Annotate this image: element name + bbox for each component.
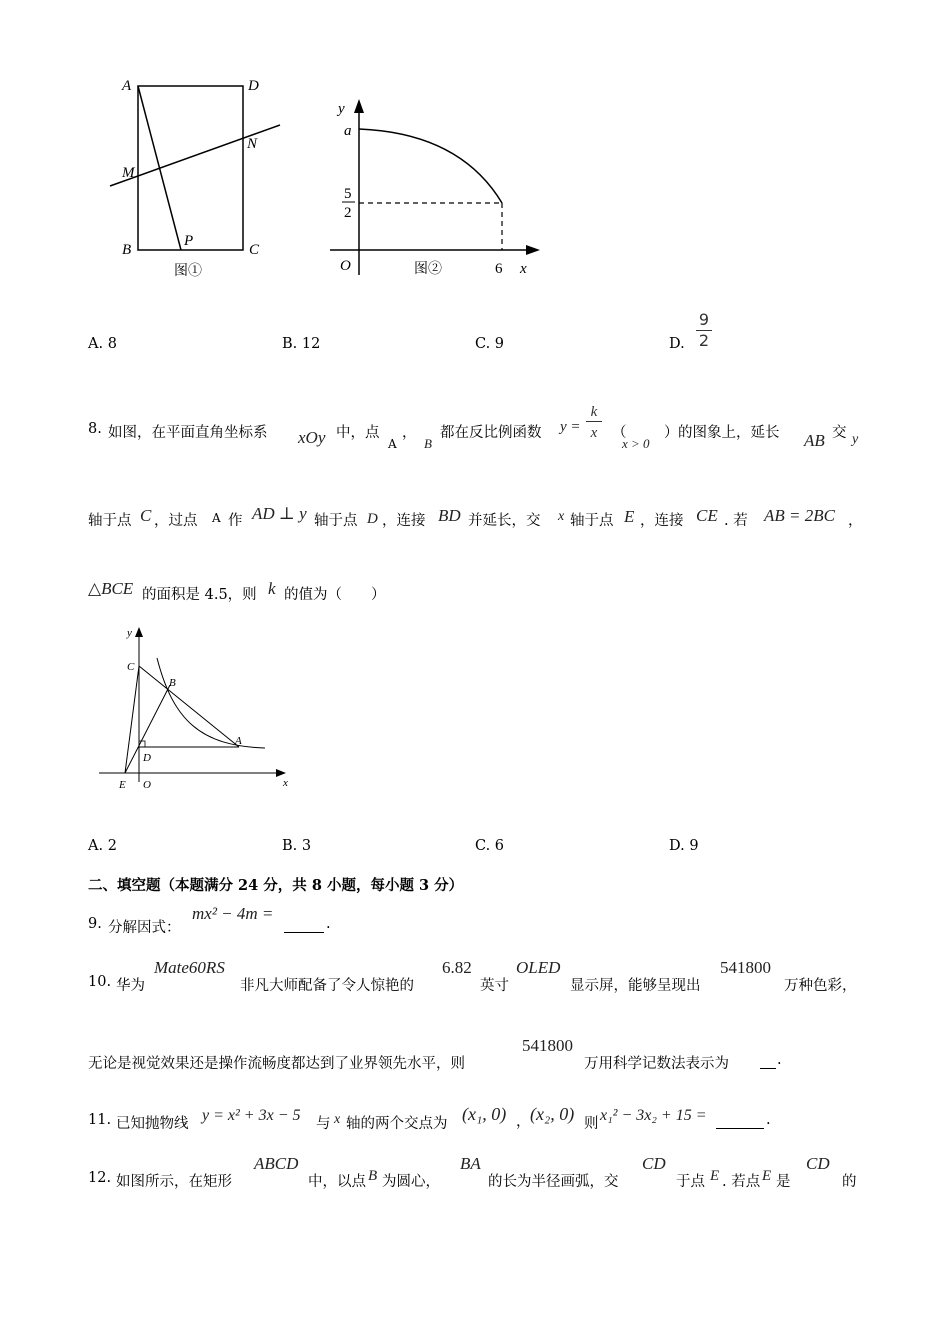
label-a: a — [344, 123, 352, 139]
rectangle-abcd — [138, 86, 243, 250]
q8-text-2b: ，过点 — [154, 513, 198, 529]
label-B: B — [169, 677, 176, 689]
q10-end: . — [777, 1052, 782, 1068]
figure-1-rectangle — [100, 70, 300, 285]
q12-e-2: E — [762, 1168, 772, 1184]
q8-comma: ， — [402, 425, 417, 441]
label-O: O — [143, 779, 151, 791]
curve — [359, 129, 502, 203]
q12-cd: CD — [642, 1154, 666, 1173]
q10-number-value-2: 541800 — [522, 1036, 573, 1055]
q11-text-d: 则 — [584, 1116, 599, 1132]
q12-e: E — [710, 1168, 720, 1184]
q10-oled: OLED — [516, 958, 561, 977]
q10-text-c: 英寸 — [480, 978, 509, 994]
q9-number: 9. — [88, 916, 102, 932]
q10-text-line2: 无论是视觉效果还是操作流畅度都达到了业界领先水平，则 — [88, 1056, 465, 1072]
figure-2-caption: 图② — [414, 262, 442, 277]
axis-label-x: x — [520, 261, 527, 277]
q8-text-1c: 都在反比例函数 — [440, 425, 542, 441]
q8-text-2a: 轴于点 — [88, 513, 132, 529]
q11-answer-blank[interactable] — [716, 1112, 764, 1133]
q8-text-3a: 的面积是 4.5，则 — [142, 587, 257, 603]
y-axis-arrow — [135, 627, 143, 637]
q8-option-a: A. 2 — [88, 838, 117, 854]
q12-cd-2: CD — [806, 1154, 830, 1173]
label-A: A — [235, 735, 242, 747]
q8-text-1d: 的图象上，延长 — [678, 425, 780, 441]
axis-label-x: x — [283, 777, 288, 789]
label-A: A — [122, 78, 132, 94]
q8-d: D — [367, 511, 378, 527]
tick-six: 6 — [495, 261, 503, 277]
figure-2-graph — [330, 95, 545, 285]
q8-number: 8. — [88, 421, 102, 437]
q11-text-a: 已知抛物线 — [116, 1116, 189, 1132]
q8-option-d: D. 9 — [669, 838, 699, 854]
q8-text-2e: ，连接 — [382, 513, 426, 529]
q12-b: B — [368, 1168, 378, 1184]
q8-func-fraction — [586, 403, 602, 444]
q12-text-d: 的长为半径画弧，交 — [488, 1174, 619, 1190]
label-B: B — [122, 242, 132, 258]
q8-ab: AB — [804, 431, 825, 450]
q11-point-2: (x₂, 0) — [530, 1104, 575, 1124]
x-axis-arrow — [276, 769, 286, 777]
q10-model: Mate60RS — [154, 958, 225, 977]
fraction-numerator: 9 — [698, 310, 710, 329]
q10-answer-blank[interactable] — [760, 1052, 776, 1073]
q12-text-e: 于点 — [676, 1174, 705, 1190]
q8-xoy: xOy — [298, 428, 326, 447]
q8-x-small: x — [558, 509, 565, 524]
q8-point-a: A — [388, 437, 397, 451]
q8-text-1a: 如图，在平面直角坐标系 — [108, 425, 268, 441]
q11-point-1: (x₁, 0) — [462, 1104, 507, 1124]
q8-a-small: A — [212, 511, 221, 525]
q12-text-f: . 若点 — [722, 1174, 761, 1190]
q12-abcd: ABCD — [254, 1154, 299, 1173]
label-N: N — [247, 136, 258, 152]
x-axis-arrow — [526, 245, 540, 255]
q12-text-a: 如图所示，在矩形 — [116, 1174, 232, 1190]
q7-option-d-fraction — [696, 310, 712, 351]
q8-text-2c: 作 — [228, 513, 243, 529]
q12-text-g: 是 — [776, 1174, 791, 1190]
q10-number-value: 541800 — [720, 958, 771, 977]
figure-1-caption: 图① — [174, 264, 202, 279]
q10-text-b: 非凡大师配备了令人惊艳的 — [240, 978, 414, 994]
q8-e: E — [624, 507, 635, 526]
y-axis-arrow — [354, 99, 364, 113]
q8-text-2g: 轴于点 — [570, 513, 614, 529]
label-P: P — [184, 233, 194, 249]
q8-text-2f: 并延长，交 — [468, 513, 541, 529]
q11-text-b: 与 — [316, 1116, 331, 1132]
q10-text-a: 华为 — [116, 978, 145, 994]
q9-text: 分解因式： — [108, 920, 181, 936]
q8-text-2d: 轴于点 — [314, 513, 358, 529]
segment-ca — [139, 666, 239, 747]
q8-paren-close: ） — [664, 425, 679, 441]
q11-end: . — [766, 1112, 771, 1128]
q8-ce: CE — [696, 506, 718, 525]
q7-option-b: B. 12 — [282, 336, 321, 352]
q10-text-f: 万用科学记数法表示为 — [584, 1056, 729, 1072]
func-denominator: x — [590, 425, 598, 441]
q11-number: 11. — [88, 1112, 112, 1128]
q8-paren-open: （ — [612, 425, 627, 441]
q11-expression-2: x₁² − 3x₂ + 15 = — [600, 1107, 707, 1124]
label-C: C — [127, 661, 135, 673]
q11-x-var: x — [334, 1112, 341, 1127]
q12-text-h: 的 — [842, 1174, 857, 1190]
q10-size: 6.82 — [442, 958, 472, 977]
q12-text-b: 中，以点 — [308, 1174, 366, 1190]
fraction-five: 5 — [344, 186, 352, 202]
q8-bd: BD — [438, 506, 461, 525]
q8-point-b: B — [424, 436, 432, 451]
axis-label-y: y — [127, 627, 132, 639]
q8-text-2h: ，连接 — [640, 513, 684, 529]
label-D: D — [248, 78, 259, 94]
q11-expression: y = x² + 3x − 5 — [202, 1107, 301, 1124]
q8-triangle: △BCE — [88, 579, 134, 598]
fraction-two: 2 — [344, 205, 352, 221]
q8-condition-2: AB = 2BC — [764, 506, 835, 525]
q8-c: C — [140, 506, 152, 525]
segment-ec — [125, 666, 139, 773]
q10-text-d: 显示屏，能够呈现出 — [570, 978, 701, 994]
q9-expression: mx² − 4m = — [192, 904, 274, 923]
q8-option-b: B. 3 — [282, 838, 312, 854]
label-C: C — [249, 242, 260, 258]
q8-text-2i: . 若 — [724, 513, 748, 529]
q8-y-sup: y — [852, 432, 859, 447]
line-mn — [110, 125, 280, 186]
q11-text-c: 轴的两个交点为 — [346, 1116, 448, 1132]
fraction-denominator: 2 — [698, 331, 710, 350]
q8-jiao: 交 — [832, 425, 847, 441]
q8-text-2j: ， — [848, 513, 863, 529]
q12-text-c: 为圆心， — [382, 1174, 440, 1190]
q8-text-1b: 中，点 — [336, 425, 380, 441]
label-M: M — [122, 165, 135, 181]
q9-answer-blank[interactable] — [284, 916, 324, 937]
q11-sep: ， — [516, 1114, 531, 1130]
q7-option-c: C. 9 — [475, 336, 505, 352]
q12-number: 12. — [88, 1170, 112, 1186]
q8-func-lhs: y = — [560, 419, 581, 435]
figure-3-coordinate — [95, 620, 300, 800]
q8-k: k — [268, 579, 276, 598]
func-numerator: k — [590, 404, 598, 420]
q10-number: 10. — [88, 974, 112, 990]
label-D: D — [143, 752, 151, 764]
q10-text-e: 万种色彩， — [784, 978, 857, 994]
axis-label-y: y — [338, 101, 345, 117]
q7-option-d: D. — [669, 336, 685, 352]
q8-text-3b: 的值为（ ） — [284, 587, 386, 603]
q8-ad-perp: AD ⊥ y — [252, 504, 307, 523]
q9-end: . — [326, 916, 331, 932]
label-E: E — [119, 779, 126, 791]
hyperbola — [157, 658, 265, 748]
q7-option-a: A. 8 — [88, 336, 117, 352]
origin-label: O — [340, 258, 351, 274]
section-2-heading: 二、填空题（本题满分 24 分，共 8 小题，每小题 3 分） — [88, 877, 464, 894]
q8-option-c: C. 6 — [475, 838, 505, 854]
q12-ba: BA — [460, 1154, 481, 1173]
q8-condition: x > 0 — [622, 436, 650, 451]
